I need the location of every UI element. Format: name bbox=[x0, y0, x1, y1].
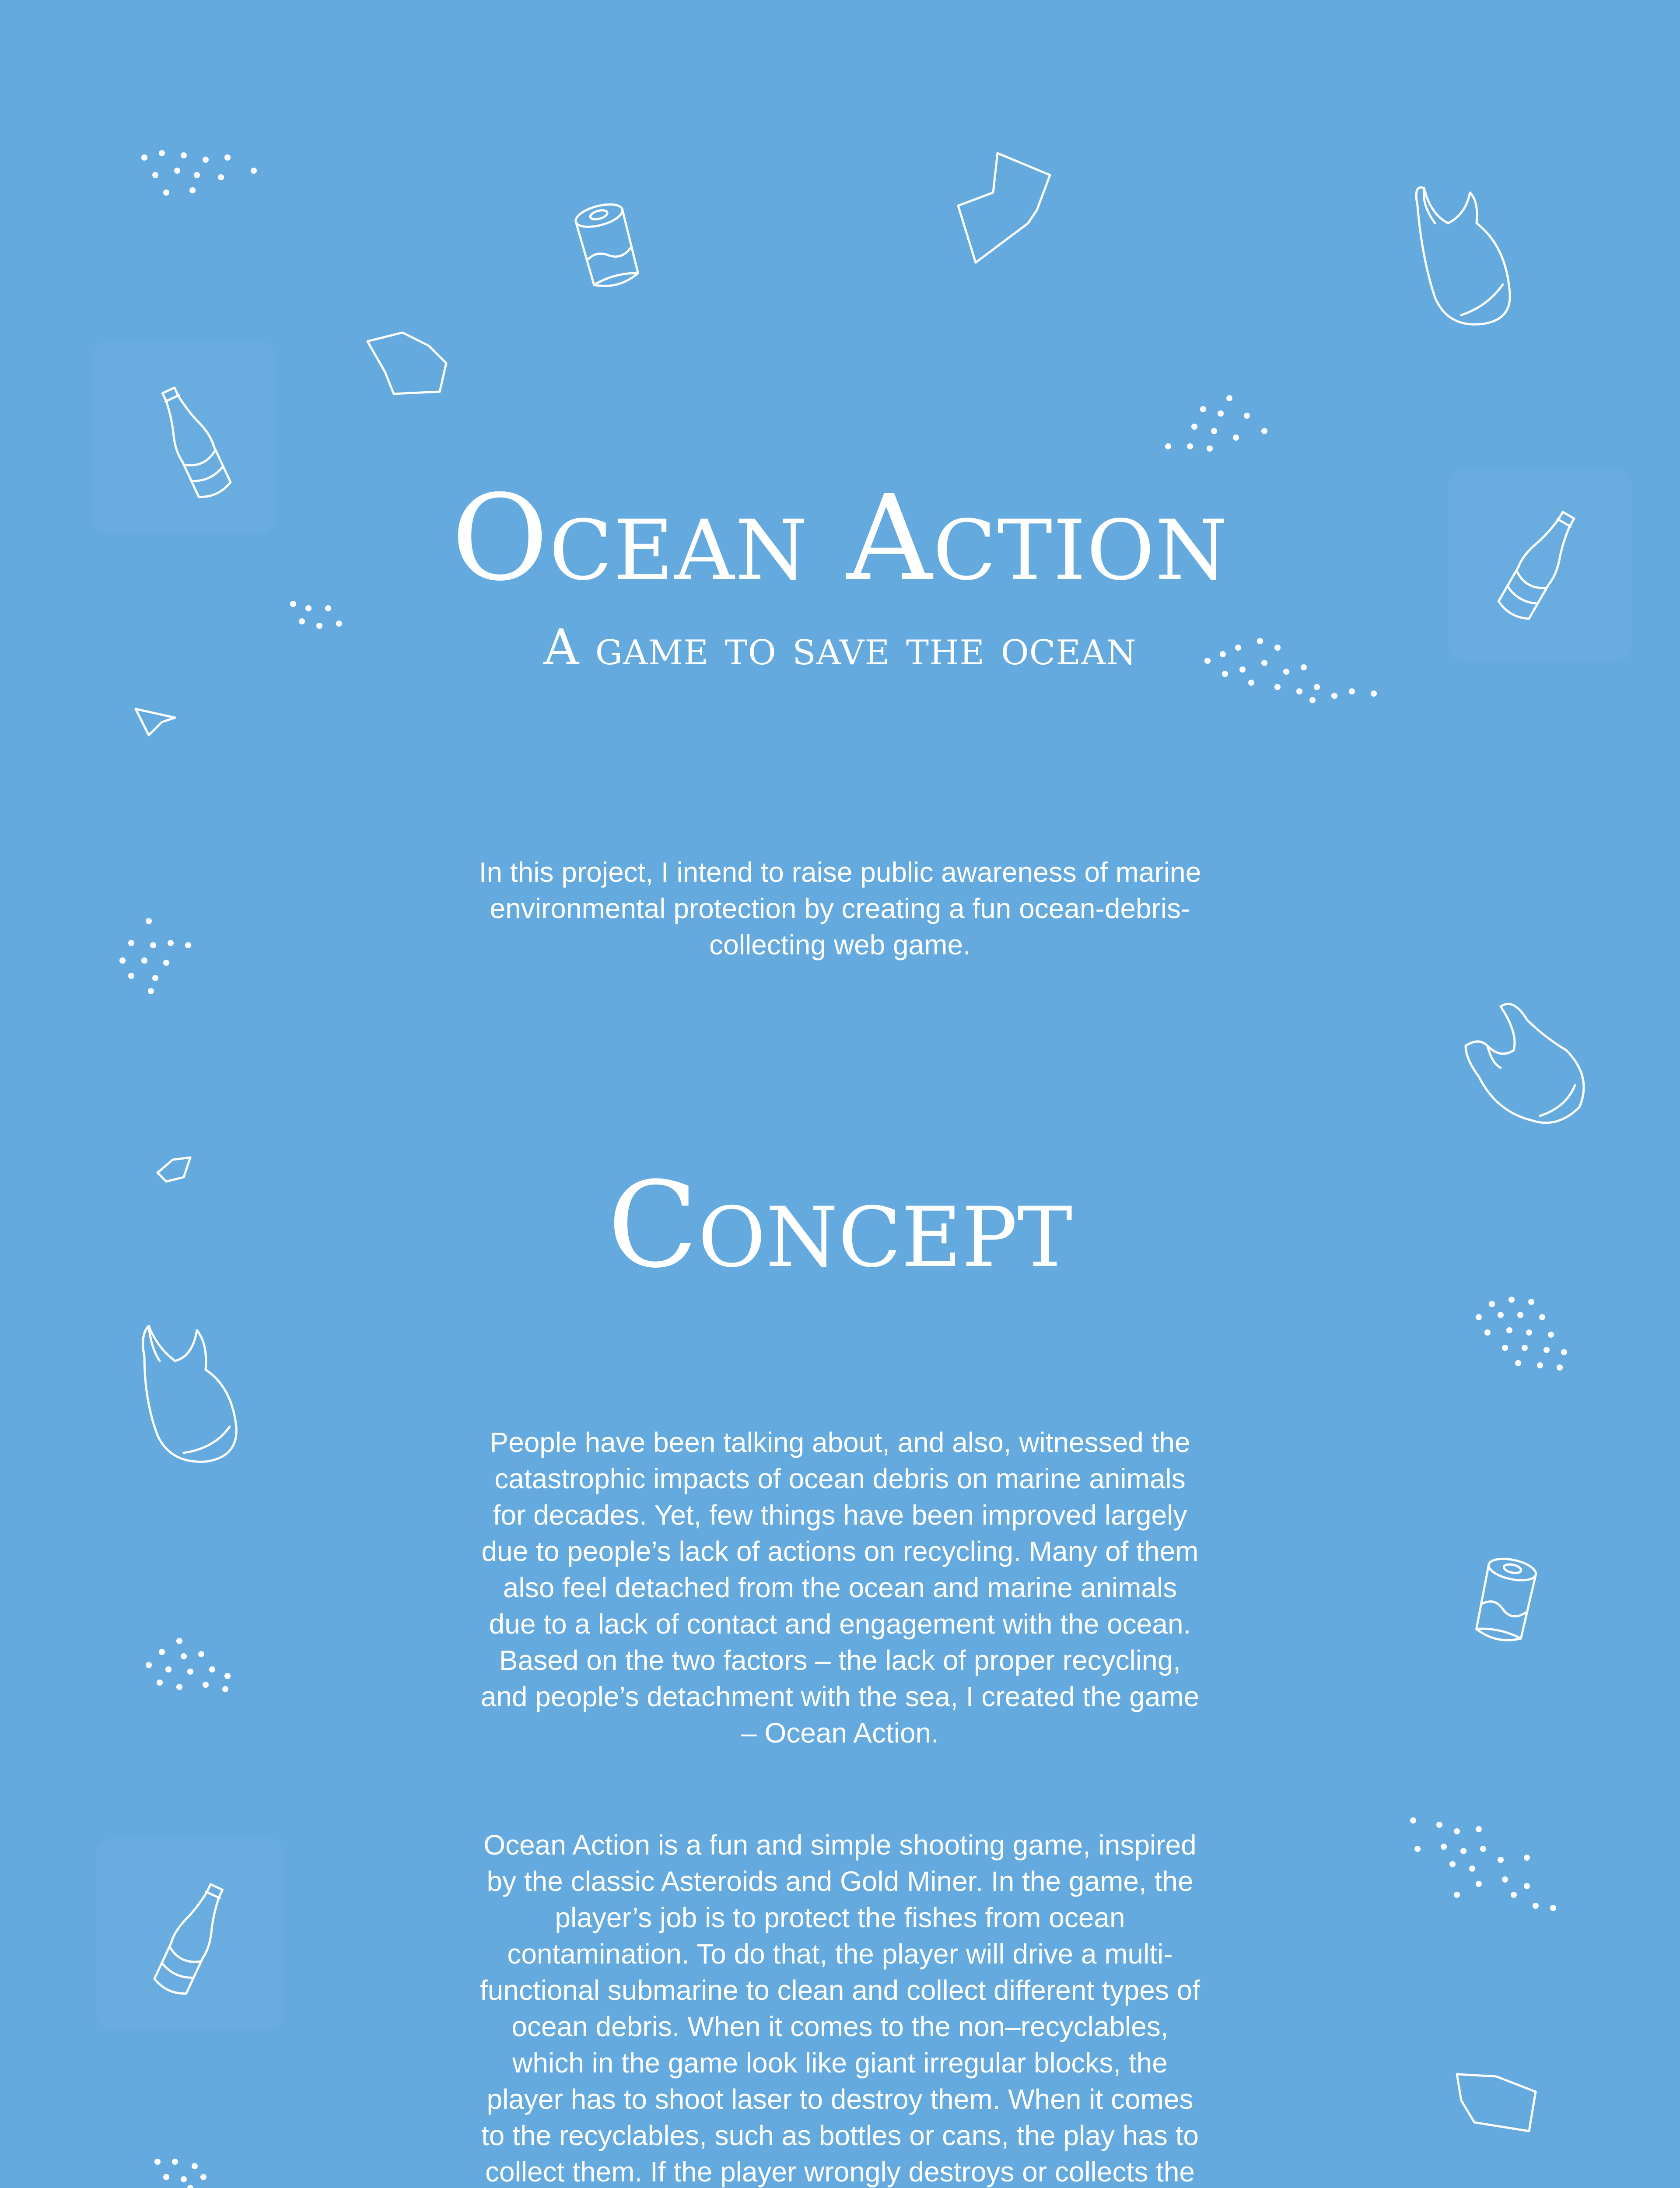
plastic-bag-icon bbox=[1400, 175, 1522, 333]
concept-paragraph-1: People have been talking about, and also, witnessed the catastrophic impacts of ocean debris on marine animals for decades. Yet, few things have been improved largely due to people’s lack of actions on recycling. Many of them also feel detached from the ocean and marine animals due to a lack of contact and engagement with the ocean. Based on the two factors – the lack of proper recycling, and people’s detachment with the sea, I created the game – Ocean Action. bbox=[480, 1427, 1200, 1749]
dots-icon bbox=[114, 910, 201, 998]
debris-block-icon bbox=[1448, 2065, 1553, 2144]
debris-block-icon bbox=[949, 144, 1063, 267]
plastic-bag-icon bbox=[1452, 989, 1597, 1133]
concept-heading: Concept bbox=[607, 1156, 1073, 1294]
can-icon bbox=[1461, 1549, 1549, 1659]
dots-icon bbox=[1470, 1291, 1575, 1378]
can-icon bbox=[564, 197, 652, 302]
plastic-bag-icon bbox=[127, 1313, 254, 1470]
dots-icon bbox=[140, 1632, 236, 1698]
bottle-icon bbox=[140, 1873, 245, 2004]
dots-icon bbox=[1159, 389, 1273, 459]
concept-paragraph-2: Ocean Action is a fun and simple shooting game, inspired by the classic Asteroids and Gold Miner. In the game, the player’s job is to protect the fishes from ocean contamination. To do that, the player will drive a multi-functional submarine to clean and collect different types of ocean debris. When it comes to the non–recyclables, which in the game look like giant irregular blocks, the player has to shoot laser to destroy them. When it comes to the recyclables, such as bottles or cans, the play has to collect them. If the player wrongly destroys or collects the bbox=[480, 1829, 1200, 2188]
debris-block-icon bbox=[359, 324, 459, 403]
dots-icon bbox=[1400, 1807, 1566, 1921]
dots-icon bbox=[149, 2153, 214, 2188]
dots-icon bbox=[136, 144, 267, 201]
intro-paragraph: In this project, I intend to raise public awareness of marine environmental protection by creating a fun ocean-debris-collecting web game. bbox=[479, 856, 1201, 961]
page-subtitle: A game to save the ocean bbox=[543, 619, 1137, 676]
page-title: Ocean Action bbox=[451, 469, 1229, 607]
debris-block-icon bbox=[127, 700, 188, 748]
